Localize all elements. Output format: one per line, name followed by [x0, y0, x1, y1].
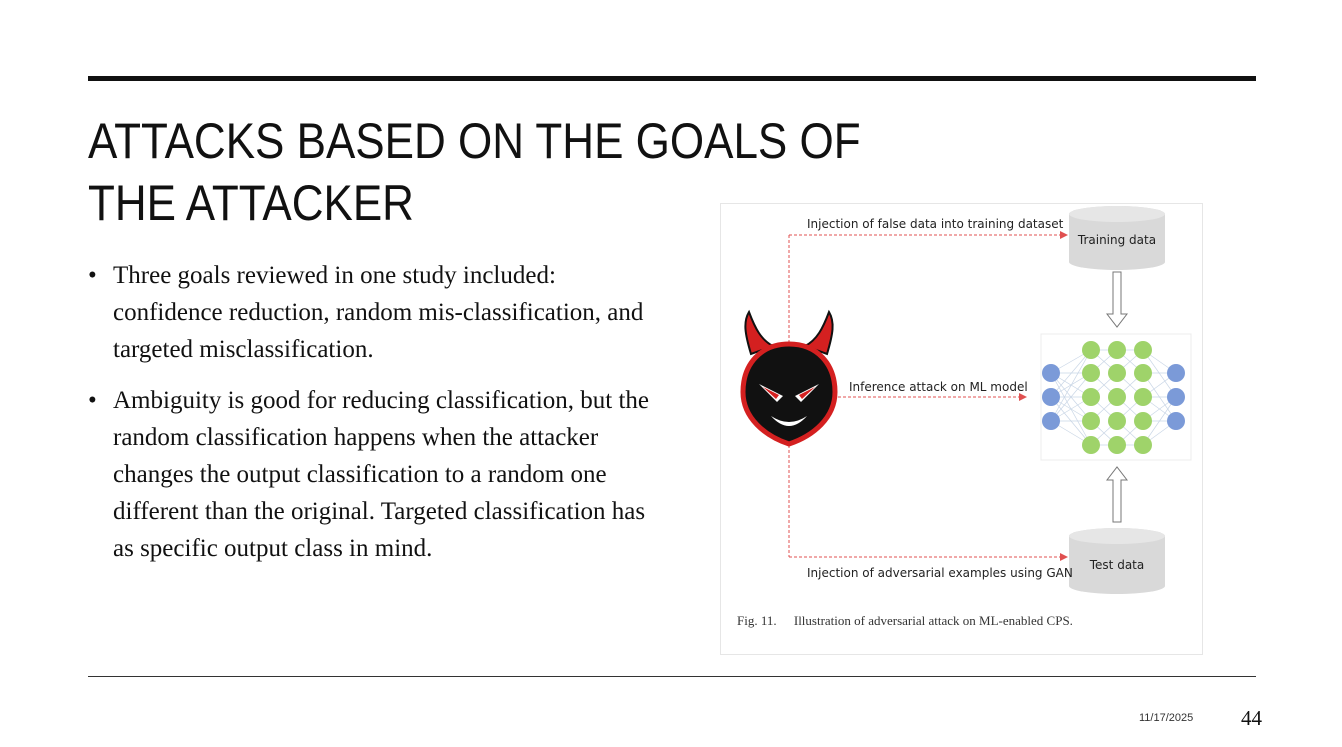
injection-adversarial-label: Injection of adversarial examples using GAN	[807, 566, 1073, 580]
attack-illustration-figure	[720, 203, 1203, 655]
top-rule	[88, 76, 1256, 81]
figure-caption-text: Illustration of adversarial attack on ML-enabled CPS.	[793, 613, 1073, 628]
inference-attack-label: Inference attack on ML model	[849, 380, 1028, 394]
figure-number: Fig. 11.	[737, 613, 777, 628]
neural-network-icon	[1041, 334, 1191, 460]
slide-title: ATTACKS BASED ON THE GOALS OF THE ATTACKER	[88, 113, 861, 231]
training-data-label: Training data	[1077, 233, 1157, 247]
injection-training-label: Injection of false data into training dataset	[807, 217, 1064, 231]
test-data-label: Test data	[1089, 558, 1145, 572]
attack-diagram	[721, 204, 1202, 654]
bullet-symbol: •	[88, 387, 97, 414]
bullet-text: Three goals reviewed in one study included: confidence reduction, random mis-classification, and targeted misclassification.	[113, 262, 644, 363]
bottom-rule	[88, 676, 1256, 677]
page-number: 44	[1241, 706, 1262, 730]
bullet-list	[88, 257, 668, 581]
bullet-item	[88, 382, 668, 567]
bullet-item	[88, 257, 668, 368]
bullet-symbol: •	[88, 262, 97, 289]
slide-date: 11/17/2025	[1139, 712, 1194, 724]
figure-caption	[737, 613, 1073, 629]
bullet-text: Ambiguity is good for reducing classification, but the random classification happens when the attacker changes the output classification to a random one different than the original. Targeted classification has as specific output class in mind.	[113, 387, 650, 562]
